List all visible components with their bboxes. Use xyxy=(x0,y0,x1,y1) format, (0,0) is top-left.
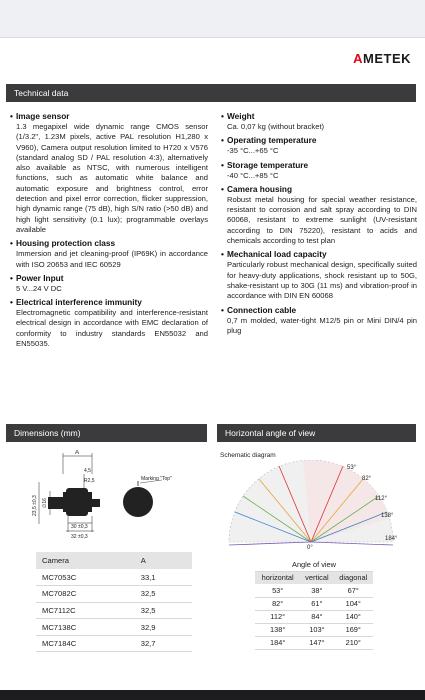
angle-label-112: 112° xyxy=(375,496,387,502)
camera-row xyxy=(36,602,192,619)
spec-body: 0,7 m molded, water-tight M12/5 pin or Mini DIN/4 pin plug xyxy=(227,315,417,335)
dim-a-label: A xyxy=(75,450,80,456)
spec-entry xyxy=(221,249,417,301)
section-header-dimensions: Dimensions (mm) xyxy=(6,424,207,442)
section-header-angle: Horizontal angle of view xyxy=(217,424,416,442)
angle-row xyxy=(255,610,373,623)
camera-row xyxy=(36,635,192,652)
table-cell: 104° xyxy=(333,597,373,610)
spec-title: • Image sensor xyxy=(10,111,208,122)
marking-top-label: Marking "Top" xyxy=(141,476,172,482)
table-cell: 38° xyxy=(300,584,333,597)
spec-body: 1.3 megapixel wide dynamic range CMOS sensor (1/3.2", 1.23M pixels, active PAL resolution H1,280 x V960), Camera output resolution limited to H720 x V576 (standard analog SD / PAL resolution 4:3), alternatively also available as NTSC, with numerous intelligent functions, such as automatic white balance and automatic exposure and brightness control, error detection and pixel error correction, flicker suppression, high dynamic range (75 dB), high S/N ratio (>50 dB) and high light sensitivity (0.1 lux); programmable overlays available xyxy=(16,122,208,234)
angle-header-horizontal: horizontal xyxy=(255,571,300,584)
table-cell: 82° xyxy=(255,597,300,610)
spec-body: Immersion and jet cleaning-proof (IP69K) in accordance with ISO 20653 and IEC 60529 xyxy=(16,249,208,269)
angle-table-title: Angle of view xyxy=(255,558,373,571)
spec-body: Robust metal housing for special weather resistance, resistant to corrosion and salt spray according to DIN 60068, resistant to extreme sunlight (UV-resistant according to DIN 75220), resistant to acids and chemicals according to test plan xyxy=(227,194,417,246)
table-cell: 138° xyxy=(255,623,300,636)
dim-diam-label: ∅16 xyxy=(42,498,48,508)
angle-table-title-row xyxy=(255,558,373,571)
table-cell: MC7138C xyxy=(36,619,135,636)
table-header-a: A xyxy=(135,552,192,569)
table-header-camera: Camera xyxy=(36,552,135,569)
angle-row xyxy=(255,636,373,649)
angle-origin-label: 0° xyxy=(307,545,313,550)
schematic-title: Schematic diagram xyxy=(220,452,276,459)
dim-r25-label: R2,5 xyxy=(84,478,95,484)
footer-bar xyxy=(0,690,425,700)
spec-entry xyxy=(221,305,417,337)
angle-row xyxy=(255,623,373,636)
table-cell: 53° xyxy=(255,584,300,597)
brand-logo: AMETEK xyxy=(353,51,411,66)
spec-title: • Electrical interference immunity xyxy=(10,297,208,308)
dim-45-label: 4,5 xyxy=(84,468,91,474)
spec-body: -40 °C...+85 °C xyxy=(227,170,279,180)
spec-entry xyxy=(10,111,208,235)
camera-dimension-table xyxy=(36,552,192,652)
spec-entry xyxy=(10,273,208,294)
table-cell: 67° xyxy=(333,584,373,597)
spec-body: Particularly robust mechanical design, specifically suited for heavy-duty applications, shock resistant up to 50G, shake-resistant up to 30G (11 ms) and vibration-proof in accordance with DIN EN 60068 xyxy=(227,260,417,301)
spec-body: Ca. 0,07 kg (without bracket) xyxy=(227,122,325,131)
table-cell: MC7112C xyxy=(36,602,135,619)
dim-height-label: 23,5 ±0,3 xyxy=(32,495,38,516)
table-cell: 169° xyxy=(333,623,373,636)
camera-row xyxy=(36,569,192,586)
dim-30-label: 30 ±0,3 xyxy=(71,524,88,530)
table-cell: 33,1 xyxy=(135,569,192,586)
spec-body: 5 V...24 V DC xyxy=(16,283,62,293)
table-cell: 210° xyxy=(333,636,373,649)
spec-entry xyxy=(10,297,208,349)
spec-entry xyxy=(10,238,208,270)
table-cell: 32,5 xyxy=(135,586,192,603)
angle-label-53: 53° xyxy=(347,465,357,471)
dim-32-label: 32 ±0,3 xyxy=(71,534,88,540)
schematic-diagram xyxy=(225,460,415,550)
table-cell: MC7053C xyxy=(36,569,135,586)
top-strip xyxy=(0,0,425,38)
camera-row xyxy=(36,586,192,603)
table-cell: 112° xyxy=(255,610,300,623)
angle-row xyxy=(255,584,373,597)
spec-title: • Mechanical load capacity xyxy=(221,249,417,260)
table-cell: 140° xyxy=(333,610,373,623)
table-cell: 61° xyxy=(300,597,333,610)
angle-label-138: 138° xyxy=(381,513,394,519)
left-column xyxy=(10,111,208,352)
table-cell: 84° xyxy=(300,610,333,623)
spec-title: • Storage temperature xyxy=(221,160,417,171)
table-cell: 32,7 xyxy=(135,635,192,652)
table-cell: 103° xyxy=(300,623,333,636)
spec-body: Electromagnetic compatibility and interference-resistant electrical design in accordance with EMC declaration of conformity to industry standards EN55032 and EN55035. xyxy=(16,308,208,349)
table-cell: 184° xyxy=(255,636,300,649)
spec-title: • Power Input xyxy=(10,273,208,284)
dimension-drawing xyxy=(28,450,208,542)
spec-title: • Connection cable xyxy=(221,305,417,316)
table-header-row xyxy=(36,552,192,569)
angle-label-184: 184° xyxy=(385,536,398,542)
angle-table-header-row xyxy=(255,571,373,584)
spec-entry xyxy=(221,111,417,132)
spec-title: • Weight xyxy=(221,111,417,122)
spec-title: • Housing protection class xyxy=(10,238,208,249)
section-header-technical: Technical data xyxy=(6,84,416,102)
angle-of-view-table xyxy=(255,558,373,650)
camera-row xyxy=(36,619,192,636)
table-cell: MC7184C xyxy=(36,635,135,652)
angle-label-82: 82° xyxy=(362,476,372,482)
angle-header-diagonal: diagonal xyxy=(333,571,373,584)
table-cell: 147° xyxy=(300,636,333,649)
spec-entry xyxy=(221,160,417,181)
right-column xyxy=(221,111,417,339)
spec-entry xyxy=(221,184,417,246)
table-cell: MC7082C xyxy=(36,586,135,603)
table-cell: 32,5 xyxy=(135,602,192,619)
angle-row xyxy=(255,597,373,610)
angle-header-vertical: vertical xyxy=(300,571,333,584)
spec-entry xyxy=(221,135,417,156)
logo-rest: METEK xyxy=(363,51,411,66)
spec-title: • Operating temperature xyxy=(221,135,417,146)
spec-body: -35 °C...+65 °C xyxy=(227,146,279,156)
spec-title: • Camera housing xyxy=(221,184,417,195)
table-cell: 32,9 xyxy=(135,619,192,636)
